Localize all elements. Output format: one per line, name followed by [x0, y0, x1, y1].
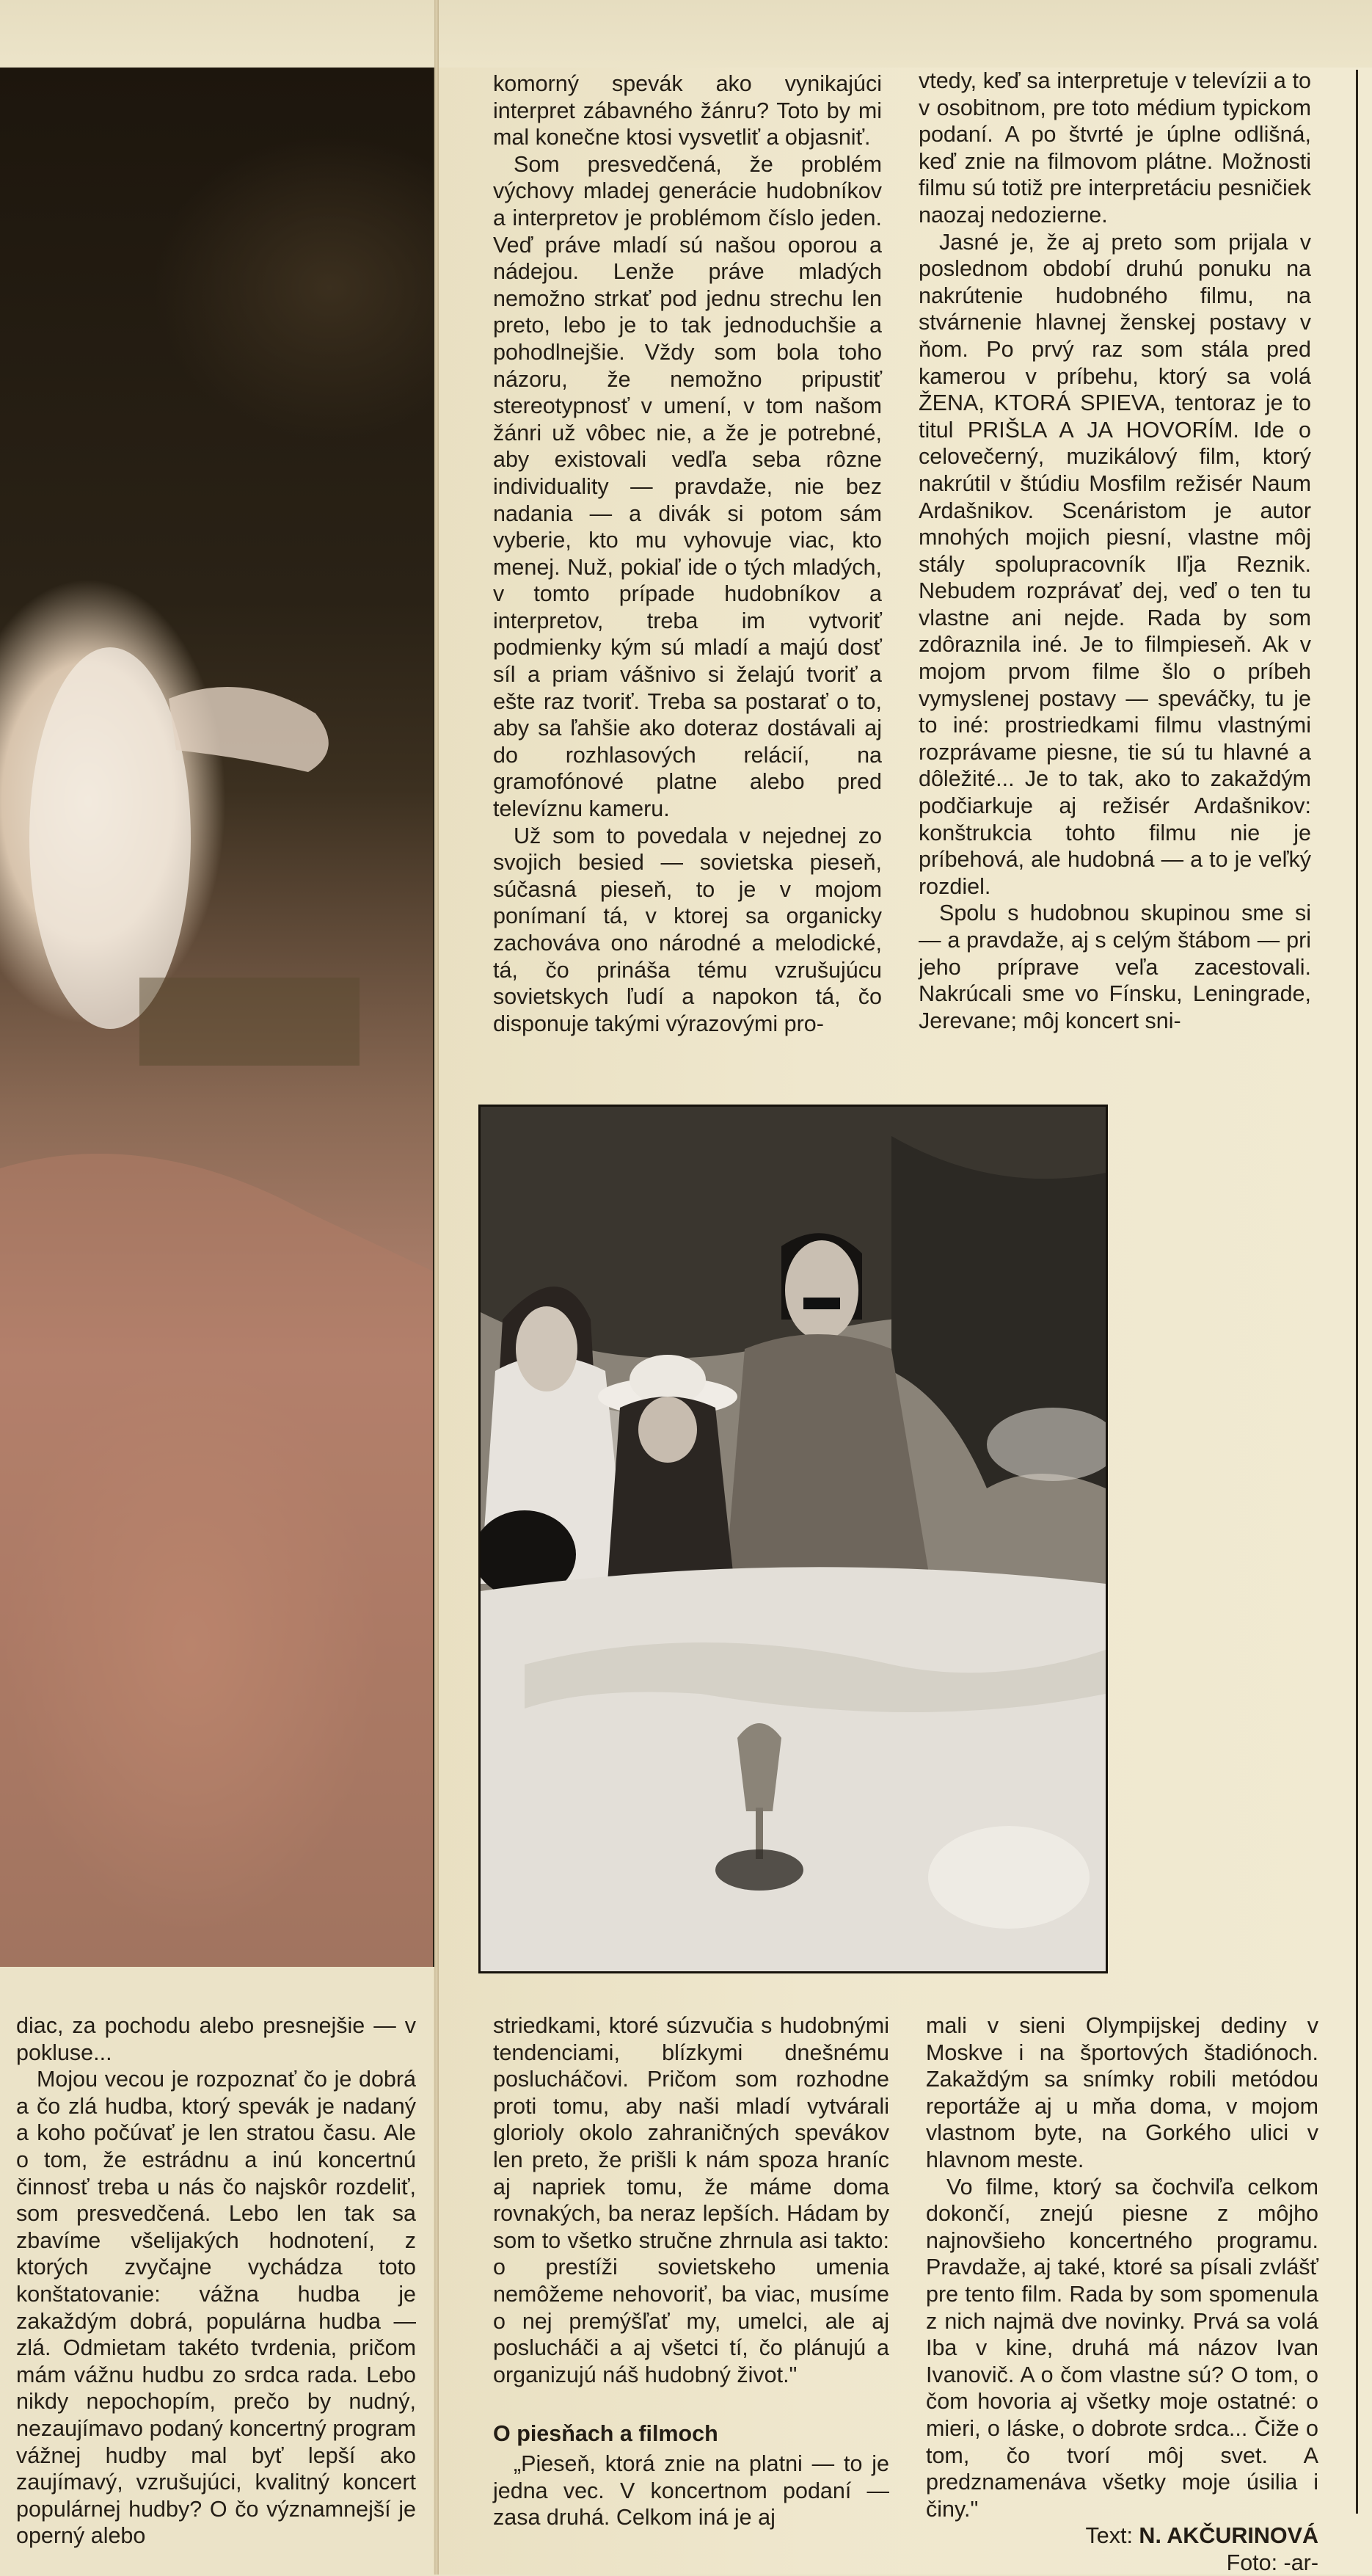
bench-shape — [139, 978, 360, 1066]
paragraph: „Pieseň, ktorá znie na platni — to je jedna vec. V koncertnom podaní — zasa druhá. Celkom iná je aj — [493, 2451, 889, 2530]
photo-credit: Foto: -ar- — [1226, 2550, 1318, 2575]
paper-fold — [434, 0, 439, 2575]
paragraph: Som presvedčená, že problém výchovy mladej generácie hudobníkov a interpretov je problémom číslo jeden. Veď práve mladí sú našou oporou a nádejou. Lenže práve mladých nemožno strkať pod jednu strechu len preto, lebo je to tak jednoduchšie a pohodlnejšie. Vždy som bola toho názoru, že nemožno pripustiť stereotypnosť v umení, v tom našom žánri už vôbec nie, a že je potrebné, aby existovali vedľa seba rôzne individuality — pravdaže, nie bez nadania — a divák si potom sám vyberie, kto mu vyhovuje viac, kto menej. Nuž, pokiaľ ide o tých mladých, v tomto prípade hudobníkov a interpretov, treba im vytvoriť podmienky kým sú mladí a majú dosť síl a priam vášnivo si želajú tvoriť a ešte raz tvoriť. Treba sa postarať o to, aby sa ľahšie ako doteraz dostávali aj do rozhlasových relácií, na gramofónové platne alebo pred televíznu kameru. — [493, 151, 882, 822]
credit-author: N. AKČURINOVÁ — [1139, 2523, 1318, 2549]
paragraph: mali v sieni Olympijskej dediny v Moskve i na športových štadiónoch. Zakaždým sa snímky robili metódou reportáže aj u mňa doma, v mojom vlastnom byte, na Gorkého ulici v hlavnom meste. — [926, 2013, 1318, 2172]
paragraph: Jasné je, že aj preto som prijala v poslednom období druhú ponuku na nakrútenie hudobného filmu, na stvárnenie hlavnej ženskej postavy v ňom. Po prvý raz som stála pred kamerou v príbehu, ktorý sa volá ŽENA, KTORÁ SPIEVA, tentoraz je to titul PRIŠLA A JA HOVORÍM. Ide o celovečerný, muzikálový film, ktorý nakrútil v štúdiu Mosfilm režisér Naum Ardašnikov. Scenáristom je autor mnohých mojich piesní, vlastne môj stály spolupracovník Iľja Reznik. Nebudem rozprávať dej, veď o ten tu vlastne ani nejde. Rada by som zdôraznila iné. Je to filmpieseň. Ak v mojom prvom filme šlo o príbeh vymyslenej postavy — speváčky, tu je to iné: prostriedkami filmu vlastnými rozprávame piesne, tie sú tu hlavné a dôležité... Je to tak, ako to zakaždým podčiarkuje aj režisér Ardašnikov: konštrukcia tohto filmu nie je príbehová, ale hudobná — a to je veľký rozdiel. — [919, 229, 1311, 899]
top-margin — [0, 0, 1372, 68]
paragraph: diac, za pochodu alebo presnejšie — v pokluse... — [16, 2013, 416, 2065]
left-color-photo — [0, 68, 434, 1967]
man-glasses — [803, 1298, 840, 1309]
raised-arm-shape — [169, 687, 329, 772]
girl-face — [638, 1397, 697, 1463]
woman-face — [516, 1306, 577, 1391]
article-column-2-top — [919, 68, 1311, 1034]
paragraph: Spolu s hudobnou skupinou sme si — a pravdaže, aj s celým štábom — pri jeho príprave veľa zacestovali. Nakrúcali sme vo Fínsku, Leningrade, Jerevane; môj koncert sni- — [919, 900, 1311, 1033]
crumpled-cloth — [928, 1826, 1090, 1929]
paragraph: striedkami, ktoré súzvučia s hudobnými tendenciami, blízkymi dnešnému poslucháčovi. Pričom som rozhodne proti tomu, aby naši mladí vytvárali glorioly okolo zahraničných spevákov len preto, že prišli k nám spoza hraníc aj napriek tomu, že máme doma rovnakých, ba neraz lepších. Hádam by som to všetko stručne zhrnula asi takto: o prestíži sovietskeho umenia nemôžeme nehovoriť, ba viac, musíme o nej premýšľať my, umelci, ale aj poslucháči a aj všetci tí, čo plánujú a organizujú náš hudobný život." — [493, 2013, 889, 2387]
author-credit — [926, 2522, 1318, 2550]
paragraph: Mojou vecou je rozpoznať čo je dobrá a čo zlá hudba, ktorý spevák je nadaný a koho počúvať je len stratou času. Ale o tom, že estrádnu a inú koncertnú činnosť treba u nás čo najskôr rozdeliť, som presvedčená. Lebo len tak sa zbavíme všelijakých hodnotení, z ktorých zvyčajne vychádza toto konštatovanie: vážna hudba je zakaždým dobrá, populárna hudba — zlá. Odmietam takéto tvrdenia, pričom mám vážnu hudbu zo srdca rada. Lebo nikdy nepochopím, prečo by nudný, nezaujímavo podaný koncertný program vážnej hudby mal byť lepší ako zaujímavý, vzrušujúci, kvalitný koncert populárnej hudby? O čo významnejší je operný alebo — [16, 2067, 416, 2549]
article-column-1-bottom — [16, 2012, 416, 2550]
right-margin-rule — [1356, 70, 1358, 2514]
paragraph: Už som to povedala v nejednej zo svojich besied — sovietska pieseň, súčasná pieseň, to je v mojom ponímaní tá, v ktorej sa organicky zachováva ono národné a melodické, tá, čo prináša tému vzrušujúcu sovietskych ľudí a napokon tá, čo disponuje takými výrazovými pro- — [493, 823, 882, 1036]
paragraph: vtedy, keď sa interpretuje v televízii a to v osobitnom, pre toto médium typickom podaní. A po štvrté je úplne odlišná, keď znie na filmovom plátne. Možnosti filmu sú totiž pre interpretáciu pesničiek naozaj nedozierne. — [919, 68, 1311, 228]
paragraph: Vo filme, ktorý sa čochviľa celkom dokončí, znejú piesne z môjho najnovšieho koncertného programu. Pravdaže, aj také, ktoré sa písali zvlášť pre tento film. Rada by som spomenula z nich najmä dve novinky. Prvá sa volá Iba v kine, druhá má názov Ivan Ivanovič. A o čom vlastne sú? O tom, o čom hovoria aj všetky moje ostatné: o mieri, o láske, o dobrote srdca... Čiže o tom, čo tvorí môj svet. A predznamenáva všetky moje úsilia i činy." — [926, 2174, 1318, 2522]
color-photo-figure — [0, 68, 433, 1967]
white-dress-shape — [29, 647, 191, 1029]
man-face — [785, 1240, 858, 1340]
goblet-shadow — [715, 1849, 803, 1891]
film-still-illustration — [481, 1107, 1106, 1971]
paragraph: komorný spevák ako vynikajúci interpret zábavného žánru? Toto by mi mal konečne ktosi vysvetliť a objasniť. — [493, 71, 882, 150]
credit-label: Text: — [1085, 2523, 1133, 2549]
section-subheading: O piesňach a filmoch — [493, 2421, 718, 2447]
stage-floor-shape — [0, 1154, 433, 1967]
article-column-3-bottom — [926, 2012, 1318, 2576]
article-column-1-top — [493, 70, 882, 1037]
bw-film-still-photo — [478, 1105, 1108, 1973]
article-column-2-bottom — [493, 2012, 889, 2531]
